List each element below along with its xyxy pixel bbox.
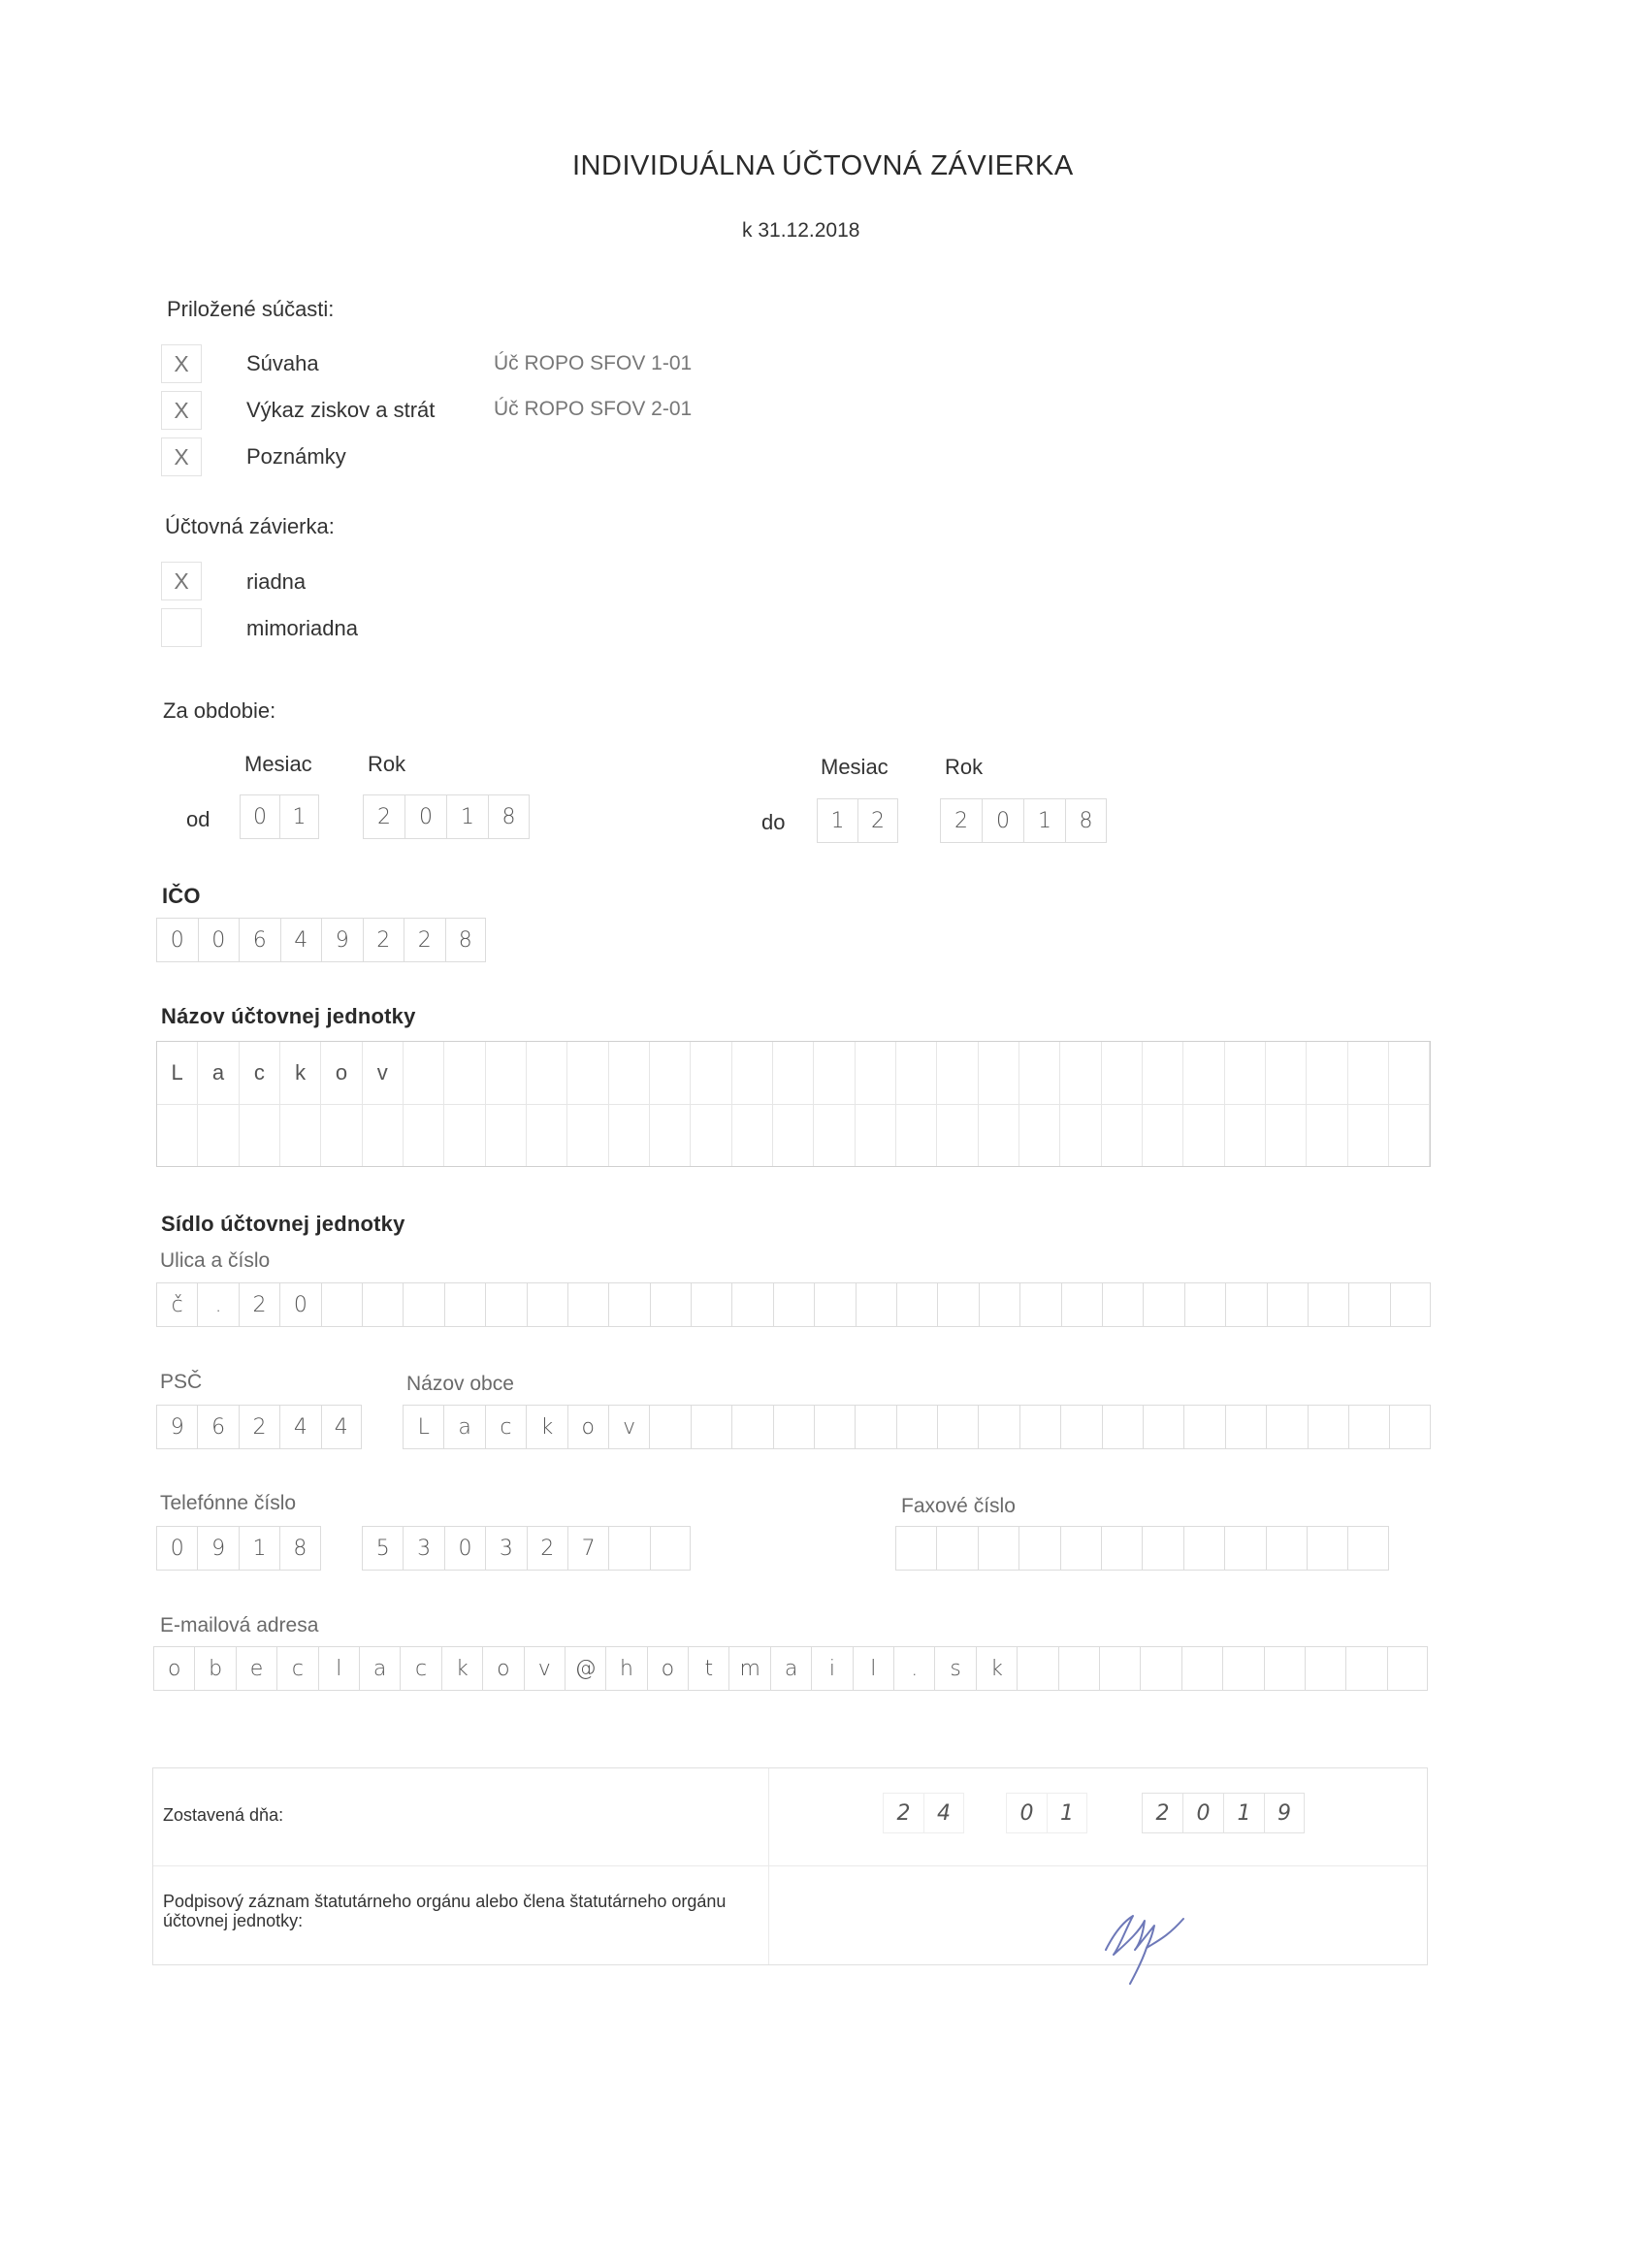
digit-cell: 0 — [198, 918, 240, 962]
char-cell — [363, 1104, 404, 1166]
signature-record-label — [163, 1892, 726, 1930]
char-cell — [1222, 1646, 1263, 1691]
attachment-name-vykaz: Výkaz ziskov a strát — [246, 398, 436, 422]
fax-label: Faxové číslo — [901, 1495, 1016, 1517]
digit-cell: 1 — [1047, 1793, 1087, 1833]
city-label: Názov obce — [406, 1373, 514, 1395]
digit-cell — [936, 1526, 977, 1571]
attachment-checkbox-suvaha[interactable]: X — [161, 344, 202, 383]
char-cell: c — [276, 1646, 317, 1691]
attachment-name-poznamky: Poznámky — [246, 444, 346, 469]
char-cell — [896, 1042, 937, 1104]
city-field[interactable] — [403, 1405, 1431, 1449]
char-cell — [1348, 1104, 1389, 1166]
char-cell — [856, 1042, 896, 1104]
char-cell — [1143, 1405, 1183, 1449]
closing-option-mimoriadna: mimoriadna — [246, 616, 358, 640]
digit-cell: 4 — [280, 918, 322, 962]
char-cell — [321, 1104, 362, 1166]
digit-cell — [978, 1526, 1018, 1571]
char-cell — [814, 1282, 855, 1327]
digit-cell — [1266, 1526, 1307, 1571]
digit-cell: 2 — [363, 794, 404, 839]
digit-cell: 0 — [240, 794, 279, 839]
char-cell — [1348, 1282, 1389, 1327]
char-cell — [1181, 1646, 1222, 1691]
char-cell: e — [236, 1646, 276, 1691]
char-cell — [567, 1282, 608, 1327]
handwritten-signature-icon — [1096, 1892, 1212, 1989]
char-cell — [1305, 1646, 1345, 1691]
char-cell — [978, 1405, 1018, 1449]
char-cell — [404, 1042, 444, 1104]
char-cell — [485, 1282, 526, 1327]
char-cell — [1102, 1042, 1143, 1104]
digit-cell: 1 — [1023, 798, 1065, 843]
digit-cell: 9 — [321, 918, 363, 962]
char-cell — [486, 1042, 527, 1104]
char-cell — [1225, 1104, 1266, 1166]
char-cell — [1143, 1282, 1183, 1327]
digit-cell: 1 — [817, 798, 857, 843]
digit-cell — [1060, 1526, 1101, 1571]
digit-cell: 2 — [940, 798, 982, 843]
char-cell: v — [363, 1042, 404, 1104]
char-cell — [1267, 1282, 1308, 1327]
period-from-year-label: Rok — [368, 752, 406, 776]
char-cell — [937, 1104, 978, 1166]
char-cell — [814, 1042, 855, 1104]
compiled-day-field[interactable] — [883, 1793, 964, 1833]
closing-option-riadna: riadna — [246, 569, 307, 594]
char-cell — [1058, 1646, 1099, 1691]
digit-cell: 2 — [239, 1405, 279, 1449]
char-cell — [1140, 1646, 1180, 1691]
digit-cell: 3 — [403, 1526, 443, 1571]
char-cell — [650, 1104, 691, 1166]
digit-cell — [1347, 1526, 1388, 1571]
char-cell: c — [400, 1646, 440, 1691]
digit-cell: 6 — [239, 918, 280, 962]
char-cell — [527, 1042, 567, 1104]
char-cell — [527, 1282, 567, 1327]
street-label: Ulica a číslo — [160, 1249, 271, 1272]
char-cell: c — [485, 1405, 526, 1449]
digit-cell — [1142, 1526, 1182, 1571]
digit-cell: 1 — [446, 794, 488, 839]
digit-cell: 7 — [567, 1526, 608, 1571]
char-cell: l — [318, 1646, 359, 1691]
digit-cell: 8 — [445, 918, 487, 962]
attachment-checkbox-vykaz[interactable]: X — [161, 391, 202, 430]
psc-field[interactable] — [156, 1405, 362, 1449]
char-cell — [649, 1405, 690, 1449]
char-cell — [1019, 1405, 1060, 1449]
char-cell — [486, 1104, 527, 1166]
ico-label: IČO — [162, 884, 201, 908]
char-cell — [444, 1282, 485, 1327]
digit-cell: 8 — [1065, 798, 1107, 843]
period-to-year-label: Rok — [945, 755, 984, 779]
char-cell: m — [728, 1646, 769, 1691]
char-cell — [896, 1282, 937, 1327]
closing-checkbox-mimoriadna[interactable] — [161, 608, 202, 647]
char-cell — [280, 1104, 321, 1166]
char-cell — [691, 1104, 731, 1166]
char-cell — [731, 1405, 772, 1449]
char-cell: i — [811, 1646, 852, 1691]
char-cell — [1266, 1104, 1307, 1166]
char-cell — [1183, 1405, 1224, 1449]
digit-cell — [1307, 1526, 1347, 1571]
char-cell: k — [441, 1646, 482, 1691]
digit-cell: 0 — [1006, 1793, 1047, 1833]
char-cell — [732, 1042, 773, 1104]
char-cell: o — [567, 1405, 608, 1449]
char-cell: a — [359, 1646, 400, 1691]
digit-cell: 1 — [239, 1526, 279, 1571]
char-cell — [773, 1405, 814, 1449]
digit-cell: 2 — [883, 1793, 923, 1833]
char-cell — [979, 1042, 1019, 1104]
ico-field[interactable] — [156, 918, 486, 962]
char-cell: k — [976, 1646, 1017, 1691]
char-cell — [979, 1104, 1019, 1166]
char-cell — [1308, 1282, 1348, 1327]
fax-field[interactable] — [895, 1526, 1389, 1571]
char-cell — [1225, 1405, 1266, 1449]
char-cell — [1307, 1042, 1347, 1104]
char-cell — [567, 1042, 608, 1104]
digit-cell: 0 — [156, 1526, 197, 1571]
digit-cell: 1 — [279, 794, 319, 839]
document-date: k 31.12.2018 — [742, 219, 860, 242]
digit-cell: 4 — [279, 1405, 320, 1449]
attachment-name-suvaha: Súvaha — [246, 351, 319, 375]
char-cell — [1307, 1104, 1347, 1166]
digit-cell — [608, 1526, 649, 1571]
period-to-month-field[interactable] — [817, 798, 898, 843]
phone-label: Telefónne číslo — [160, 1492, 297, 1514]
char-cell — [198, 1104, 239, 1166]
document-title: INDIVIDUÁLNA ÚČTOVNÁ ZÁVIERKA — [572, 150, 1074, 181]
char-cell — [240, 1104, 280, 1166]
digit-cell: 4 — [923, 1793, 964, 1833]
char-cell — [1387, 1646, 1428, 1691]
period-from-month-label: Mesiac — [244, 752, 312, 776]
period-label: Za obdobie: — [163, 698, 276, 723]
char-cell — [1266, 1042, 1307, 1104]
digit-cell: 4 — [321, 1405, 362, 1449]
digit-cell: 9 — [1264, 1793, 1305, 1833]
char-cell: o — [321, 1042, 362, 1104]
digit-cell: 3 — [485, 1526, 526, 1571]
char-cell: @ — [565, 1646, 605, 1691]
char-cell — [814, 1405, 855, 1449]
char-cell — [403, 1282, 443, 1327]
char-cell — [1102, 1405, 1143, 1449]
char-cell — [1019, 1282, 1060, 1327]
char-cell: o — [647, 1646, 688, 1691]
char-cell — [896, 1104, 937, 1166]
attachment-checkbox-poznamky[interactable]: X — [161, 437, 202, 476]
char-cell — [1102, 1104, 1143, 1166]
char-cell — [1389, 1042, 1430, 1104]
seat-label: Sídlo účtovnej jednotky — [161, 1212, 405, 1236]
period-to-label: do — [761, 810, 786, 834]
char-cell: t — [688, 1646, 728, 1691]
char-cell: o — [482, 1646, 523, 1691]
email-field[interactable] — [153, 1646, 1428, 1691]
char-cell: a — [770, 1646, 811, 1691]
period-from-label: od — [186, 807, 210, 831]
char-cell — [732, 1104, 773, 1166]
signature-divider-vertical — [768, 1768, 769, 1964]
char-cell: s — [934, 1646, 975, 1691]
char-cell — [691, 1405, 731, 1449]
char-cell: k — [526, 1405, 566, 1449]
char-cell — [731, 1282, 772, 1327]
char-cell — [1019, 1104, 1060, 1166]
char-cell — [856, 1282, 896, 1327]
period-to-year-field[interactable] — [940, 798, 1107, 843]
char-cell — [691, 1282, 731, 1327]
psc-label: PSČ — [160, 1371, 203, 1393]
char-cell — [650, 1042, 691, 1104]
compiled-year-field[interactable] — [1142, 1793, 1305, 1833]
char-cell — [1060, 1104, 1101, 1166]
char-cell — [1264, 1646, 1305, 1691]
char-cell — [1060, 1042, 1101, 1104]
char-cell: o — [153, 1646, 194, 1691]
digit-cell — [895, 1526, 936, 1571]
entity-name-label: Názov účtovnej jednotky — [161, 1004, 416, 1028]
digit-cell: 1 — [1223, 1793, 1264, 1833]
char-cell: v — [608, 1405, 649, 1449]
signature-divider-horizontal — [153, 1865, 1427, 1866]
compiled-date-label: Zostavená dňa: — [163, 1805, 284, 1825]
char-cell — [1348, 1042, 1389, 1104]
attachment-code-suvaha: Úč ROPO SFOV 1-01 — [494, 352, 693, 374]
char-cell — [1143, 1104, 1183, 1166]
char-cell — [362, 1282, 403, 1327]
digit-cell: 8 — [279, 1526, 320, 1571]
char-cell: . — [197, 1282, 238, 1327]
char-cell: b — [194, 1646, 235, 1691]
char-cell — [937, 1282, 978, 1327]
char-cell — [855, 1405, 895, 1449]
char-cell — [1183, 1042, 1224, 1104]
char-cell — [1143, 1042, 1183, 1104]
char-cell: 0 — [279, 1282, 320, 1327]
attachment-code-vykaz: Úč ROPO SFOV 2-01 — [494, 398, 693, 420]
digit-cell — [1018, 1526, 1059, 1571]
char-cell: c — [240, 1042, 280, 1104]
signature-record-label-line1: Podpisový záznam štatutárneho orgánu alebo člena štatutárneho orgánu — [163, 1892, 727, 1911]
char-cell — [1345, 1646, 1386, 1691]
char-cell — [404, 1104, 444, 1166]
digit-cell: 9 — [197, 1526, 238, 1571]
char-cell — [527, 1104, 567, 1166]
digit-cell: 0 — [404, 794, 446, 839]
signature-record-label-line2: účtovnej jednotky: — [163, 1911, 304, 1930]
digit-cell: 5 — [362, 1526, 403, 1571]
entity-name-field[interactable] — [156, 1041, 1431, 1167]
char-cell — [773, 1042, 814, 1104]
char-cell — [1266, 1405, 1307, 1449]
digit-cell: 6 — [197, 1405, 238, 1449]
digit-cell: 2 — [404, 918, 445, 962]
char-cell — [1389, 1104, 1430, 1166]
char-cell — [321, 1282, 362, 1327]
digit-cell: 2 — [1142, 1793, 1182, 1833]
char-cell — [937, 1405, 978, 1449]
char-cell — [1184, 1282, 1225, 1327]
digit-cell: 0 — [1182, 1793, 1223, 1833]
digit-cell: 0 — [982, 798, 1023, 843]
char-cell: a — [443, 1405, 484, 1449]
digit-cell — [650, 1526, 691, 1571]
char-cell — [1389, 1405, 1430, 1449]
char-cell — [1225, 1282, 1266, 1327]
char-cell — [1102, 1282, 1143, 1327]
char-cell — [157, 1104, 198, 1166]
char-cell: L — [157, 1042, 198, 1104]
digit-cell: 2 — [857, 798, 898, 843]
char-cell — [444, 1042, 485, 1104]
char-cell — [609, 1104, 650, 1166]
char-cell — [773, 1282, 814, 1327]
char-cell: v — [524, 1646, 565, 1691]
char-cell — [856, 1104, 896, 1166]
digit-cell: 2 — [363, 918, 404, 962]
char-cell — [1019, 1042, 1060, 1104]
char-cell — [650, 1282, 691, 1327]
char-cell: k — [280, 1042, 321, 1104]
char-cell: L — [403, 1405, 443, 1449]
period-from-year-field[interactable] — [363, 794, 530, 839]
phone-prefix-field[interactable] — [156, 1526, 321, 1571]
char-cell — [773, 1104, 814, 1166]
street-field[interactable] — [156, 1282, 1431, 1327]
digit-cell: 8 — [488, 794, 530, 839]
char-cell — [979, 1282, 1019, 1327]
char-cell: č — [156, 1282, 197, 1327]
period-from-month-field[interactable] — [240, 794, 319, 839]
char-cell — [1060, 1405, 1101, 1449]
char-cell — [1390, 1282, 1431, 1327]
char-cell — [1017, 1646, 1057, 1691]
char-cell — [1348, 1405, 1389, 1449]
digit-cell — [1183, 1526, 1224, 1571]
char-cell — [1225, 1042, 1266, 1104]
closing-label: Účtovná závierka: — [165, 514, 335, 538]
char-cell — [1308, 1405, 1348, 1449]
email-label: E-mailová adresa — [160, 1614, 319, 1636]
digit-cell: 0 — [156, 918, 198, 962]
char-cell — [608, 1282, 649, 1327]
char-cell — [609, 1042, 650, 1104]
char-cell — [1099, 1646, 1140, 1691]
char-cell: . — [893, 1646, 934, 1691]
char-cell — [814, 1104, 855, 1166]
attachments-label: Priložené súčasti: — [167, 297, 335, 321]
closing-checkbox-riadna[interactable]: X — [161, 562, 202, 600]
char-cell — [1183, 1104, 1224, 1166]
digit-cell — [1101, 1526, 1142, 1571]
char-cell: l — [853, 1646, 893, 1691]
char-cell: h — [605, 1646, 646, 1691]
char-cell — [937, 1042, 978, 1104]
digit-cell: 0 — [444, 1526, 485, 1571]
phone-number-field[interactable] — [362, 1526, 691, 1571]
digit-cell: 9 — [156, 1405, 197, 1449]
char-cell — [896, 1405, 937, 1449]
char-cell — [1061, 1282, 1102, 1327]
period-to-month-label: Mesiac — [821, 755, 889, 779]
char-cell — [444, 1104, 485, 1166]
compiled-month-field[interactable] — [1006, 1793, 1087, 1833]
digit-cell — [1224, 1526, 1265, 1571]
digit-cell: 2 — [527, 1526, 567, 1571]
char-cell: 2 — [239, 1282, 279, 1327]
char-cell — [691, 1042, 731, 1104]
char-cell — [567, 1104, 608, 1166]
char-cell: a — [198, 1042, 239, 1104]
